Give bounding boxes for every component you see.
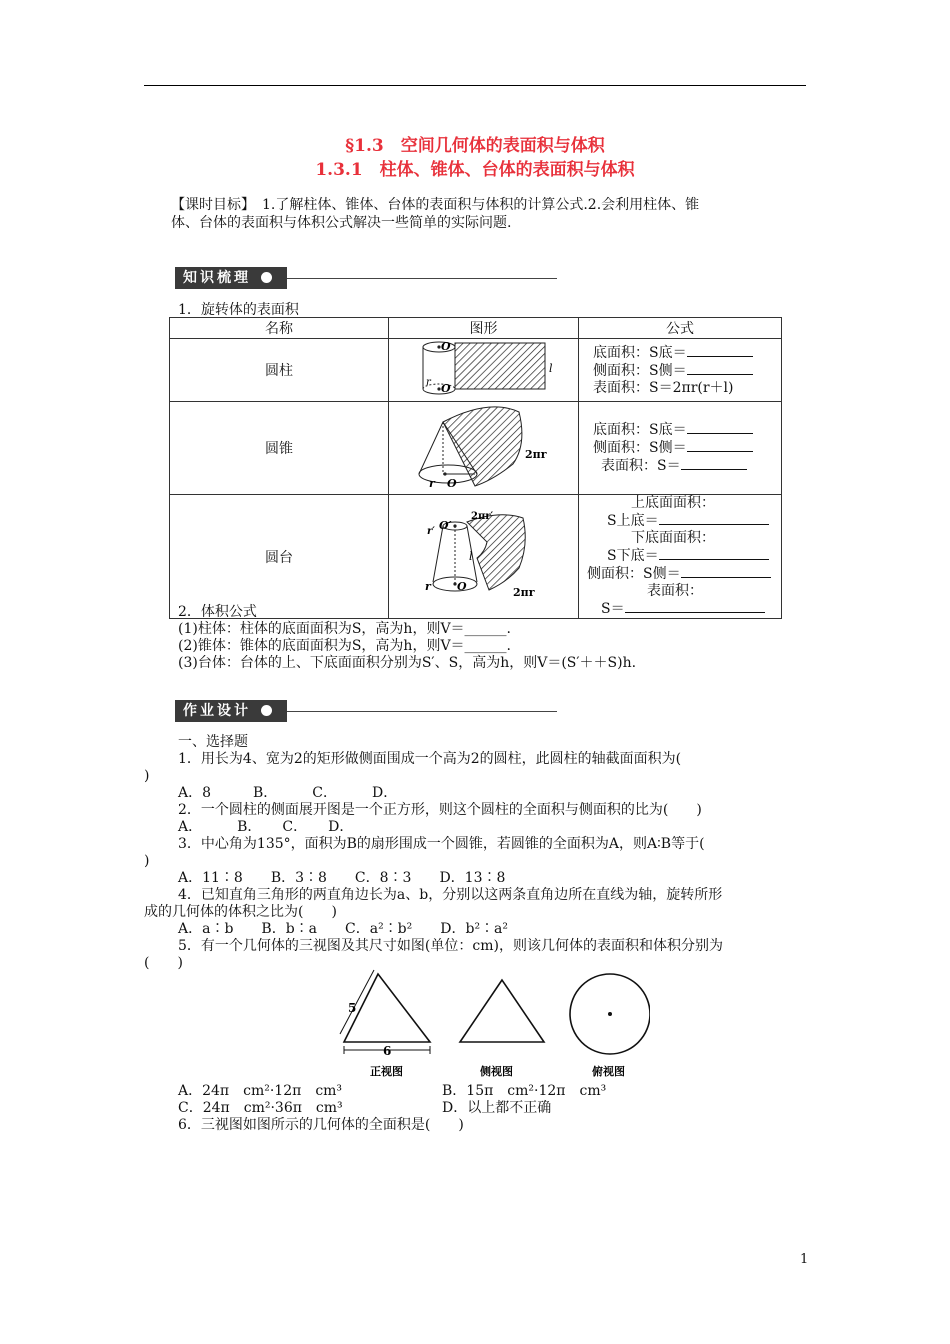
question-2: 2．一个圆柱的侧面展开图是一个正方形，则这个圆柱的全面积与侧面积的比为( ) bbox=[178, 802, 702, 818]
front-view-triangle bbox=[344, 974, 430, 1042]
table-row bbox=[170, 339, 782, 402]
top-view-caption: 俯视图 bbox=[592, 1065, 625, 1078]
row-name: 圆锥 bbox=[170, 402, 389, 495]
svg-text:O: O bbox=[457, 579, 467, 593]
question-type: 一、选择题 bbox=[178, 734, 248, 750]
table-row bbox=[170, 402, 782, 495]
cone-figure bbox=[389, 402, 579, 495]
svg-text:r′: r′ bbox=[427, 525, 435, 537]
volume-frustum: (3)台体：台体的上、下底面面积分别为S′、S，高为h，则V＝(S′＋＋S)h. bbox=[178, 655, 637, 671]
question-3: 3．中心角为135°，面积为B的扇形围成一个圆锥，若圆锥的全面积为A，则A∶B等于( bbox=[178, 836, 705, 852]
question-5-option-b: B．15π cm²·12π cm³ bbox=[442, 1083, 607, 1099]
question-5: 5．有一个几何体的三视图及其尺寸如图(单位：cm)，则该几何体的表面积和体积分别为 bbox=[178, 938, 723, 954]
header-figure: 图形 bbox=[389, 318, 579, 339]
frustum-diagram-icon bbox=[389, 498, 577, 612]
question-1: 1．用长为4、宽为2的矩形做侧面围成一个高为2的圆柱，此圆柱的轴截面面积为( bbox=[178, 751, 682, 767]
section-title: §1.3 空间几何体的表面积与体积 bbox=[345, 136, 605, 156]
svg-text:l: l bbox=[469, 549, 473, 563]
question-3-cont: ) bbox=[144, 853, 150, 869]
frustum-figure bbox=[389, 495, 579, 619]
table-row bbox=[170, 495, 782, 619]
lesson-title: 1.3.1 柱体、锥体、台体的表面积与体积 bbox=[315, 160, 635, 180]
header-name: 名称 bbox=[170, 318, 389, 339]
svg-text:2πr: 2πr bbox=[513, 585, 535, 599]
svg-text:O: O bbox=[441, 382, 451, 395]
svg-text:r: r bbox=[425, 579, 431, 593]
dim-6-label: 6 bbox=[383, 1044, 392, 1058]
question-1-options: A．8 B． C． D． bbox=[178, 785, 398, 801]
front-view-caption: 正视图 bbox=[370, 1065, 403, 1078]
row-name: 圆柱 bbox=[170, 339, 389, 402]
cylinder-diagram-icon bbox=[389, 339, 577, 397]
question-4: 4．已知直角三角形的两直角边长为a、b，分别以这两条直角边所在直线为轴，旋转所形 bbox=[178, 887, 723, 903]
section-label: 作业设计 bbox=[175, 700, 287, 722]
question-5-option-a: A．24π cm²·12π cm³ bbox=[178, 1083, 343, 1099]
goal-line-1: 【课时目标】 1.了解柱体、锥体、台体的表面积与体积的计算公式.2.会利用柱体、锥 bbox=[171, 197, 700, 213]
bullet-icon bbox=[261, 705, 272, 716]
question-6: 6．三视图如图所示的几何体的全面积是( ) bbox=[178, 1117, 464, 1133]
row-name: 圆台 bbox=[170, 495, 389, 619]
question-3-options: A．11∶8 B．3∶8 C．8∶3 D．13∶8 bbox=[178, 870, 506, 886]
svg-text:O′: O′ bbox=[439, 518, 452, 532]
question-4-cont: 成的几何体的体积之比为( ) bbox=[144, 904, 337, 920]
question-5-option-c: C．24π cm²·36π cm³ bbox=[178, 1100, 343, 1116]
frustum-formulas: 上底面面积： S上底＝ 下底面面积： S下底＝ 侧面积：S侧＝ 表面积： S＝ bbox=[579, 495, 782, 619]
table-header-row bbox=[170, 318, 782, 339]
question-4-options: A．a∶b B．b∶a C．a²∶b² D．b²∶a² bbox=[178, 921, 509, 937]
svg-text:r: r bbox=[429, 477, 435, 490]
section-rule bbox=[287, 711, 557, 712]
side-view-caption: 侧视图 bbox=[480, 1065, 513, 1078]
question-1-cont: ) bbox=[144, 768, 150, 784]
cylinder-formulas: 底面积：S底＝ 侧面积：S侧＝ 表面积：S＝2πr(r＋l) bbox=[579, 339, 782, 402]
three-views-figure bbox=[320, 968, 650, 1082]
k1-heading: 1．旋转体的表面积 bbox=[178, 302, 299, 318]
svg-text:r: r bbox=[426, 377, 431, 388]
svg-text:O: O bbox=[447, 477, 457, 490]
section-label: 知识梳理 bbox=[175, 267, 287, 289]
cylinder-figure bbox=[389, 339, 579, 402]
volume-heading: 2．体积公式 bbox=[178, 604, 257, 620]
header-formula: 公式 bbox=[579, 318, 782, 339]
svg-text:O: O bbox=[441, 340, 451, 353]
svg-text:2πr′: 2πr′ bbox=[471, 510, 494, 522]
dim-line bbox=[340, 970, 374, 1034]
rotation-body-table bbox=[169, 317, 782, 619]
volume-pyramid: (2)锥体：锥体的底面面积为S，高为h，则V＝______. bbox=[178, 638, 511, 654]
svg-text:l: l bbox=[549, 362, 553, 375]
question-5-option-d: D．以上都不正确 bbox=[442, 1100, 552, 1116]
page-number: 1 bbox=[800, 1252, 809, 1267]
cone-formulas: 底面积：S底＝ 侧面积：S侧＝ 表面积：S＝ bbox=[579, 402, 782, 495]
volume-prism: (1)柱体：柱体的底面面积为S，高为h，则V＝______. bbox=[178, 621, 511, 637]
top-rule bbox=[144, 85, 806, 86]
question-5-cont: ( ) bbox=[144, 955, 183, 971]
cone-diagram-icon bbox=[389, 402, 577, 490]
goal-line-2: 体、台体的表面积与体积公式解决一些简单的实际问题. bbox=[171, 215, 512, 231]
dim-5-label: 5 bbox=[348, 1001, 357, 1015]
section-rule bbox=[287, 278, 557, 279]
question-2-options: A． B． C． D． bbox=[178, 819, 354, 835]
side-view-triangle bbox=[460, 980, 544, 1042]
center-dot bbox=[608, 1012, 612, 1016]
svg-text:2πr: 2πr bbox=[525, 448, 547, 461]
bullet-icon bbox=[261, 272, 272, 283]
